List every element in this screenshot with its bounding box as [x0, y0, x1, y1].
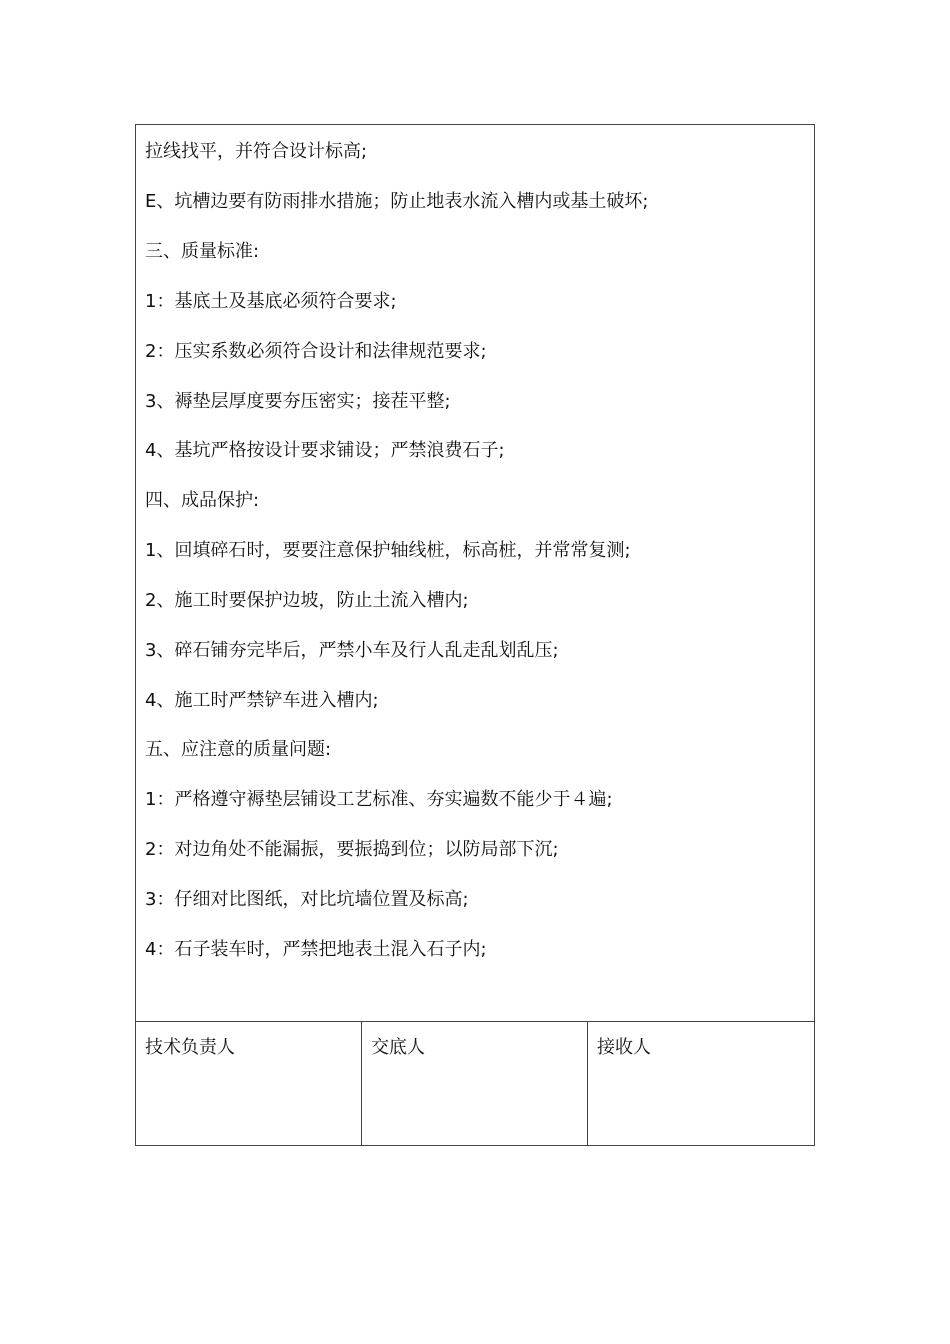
handover-person-cell [362, 1022, 588, 1145]
section-heading-quality-standard: 三、质量标准: [145, 241, 260, 262]
content-line: 2：对边角处不能漏振，要振捣到位；以防局部下沉; [145, 839, 559, 860]
handover-person-label: 交底人 [371, 1037, 425, 1058]
content-line: 3、碎石铺夯完毕后，严禁小车及行人乱走乱划乱压; [145, 640, 559, 661]
signature-row [136, 1021, 814, 1145]
disclosure-table [135, 124, 815, 1146]
content-cell [136, 125, 814, 1021]
content-line: 4：石子装车时，严禁把地表土混入石子内; [145, 939, 487, 960]
section-heading-product-protection: 四、成品保护: [145, 490, 260, 511]
content-line: E、坑槽边要有防雨排水措施；防止地表水流入槽内或基土破坏; [145, 191, 649, 212]
content-line: 拉线找平，并符合设计标高; [145, 141, 368, 162]
section-heading-quality-issues: 五、应注意的质量问题: [145, 739, 332, 760]
content-line: 1：严格遵守褥垫层铺设工艺标准、夯实遍数不能少于４遍; [145, 789, 613, 810]
content-line: 1：基底土及基底必须符合要求; [145, 291, 397, 312]
receiver-cell [588, 1022, 814, 1145]
technical-lead-label: 技术负责人 [145, 1037, 235, 1058]
content-line: 3：仔细对比图纸，对比坑墙位置及标高; [145, 889, 469, 910]
technical-lead-cell [136, 1022, 362, 1145]
content-line: 2：压实系数必须符合设计和法律规范要求; [145, 341, 487, 362]
content-line: 3、褥垫层厚度要夯压密实；接茬平整; [145, 391, 451, 412]
content-line: 4、施工时严禁铲车进入槽内; [145, 690, 379, 711]
content-line: 2、施工时要保护边坡，防止土流入槽内; [145, 590, 469, 611]
receiver-label: 接收人 [597, 1037, 651, 1058]
content-line: 1、回填碎石时，要要注意保护轴线桩，标高桩，并常常复测; [145, 540, 631, 561]
content-line: 4、基坑严格按设计要求铺设；严禁浪费石子; [145, 440, 505, 461]
